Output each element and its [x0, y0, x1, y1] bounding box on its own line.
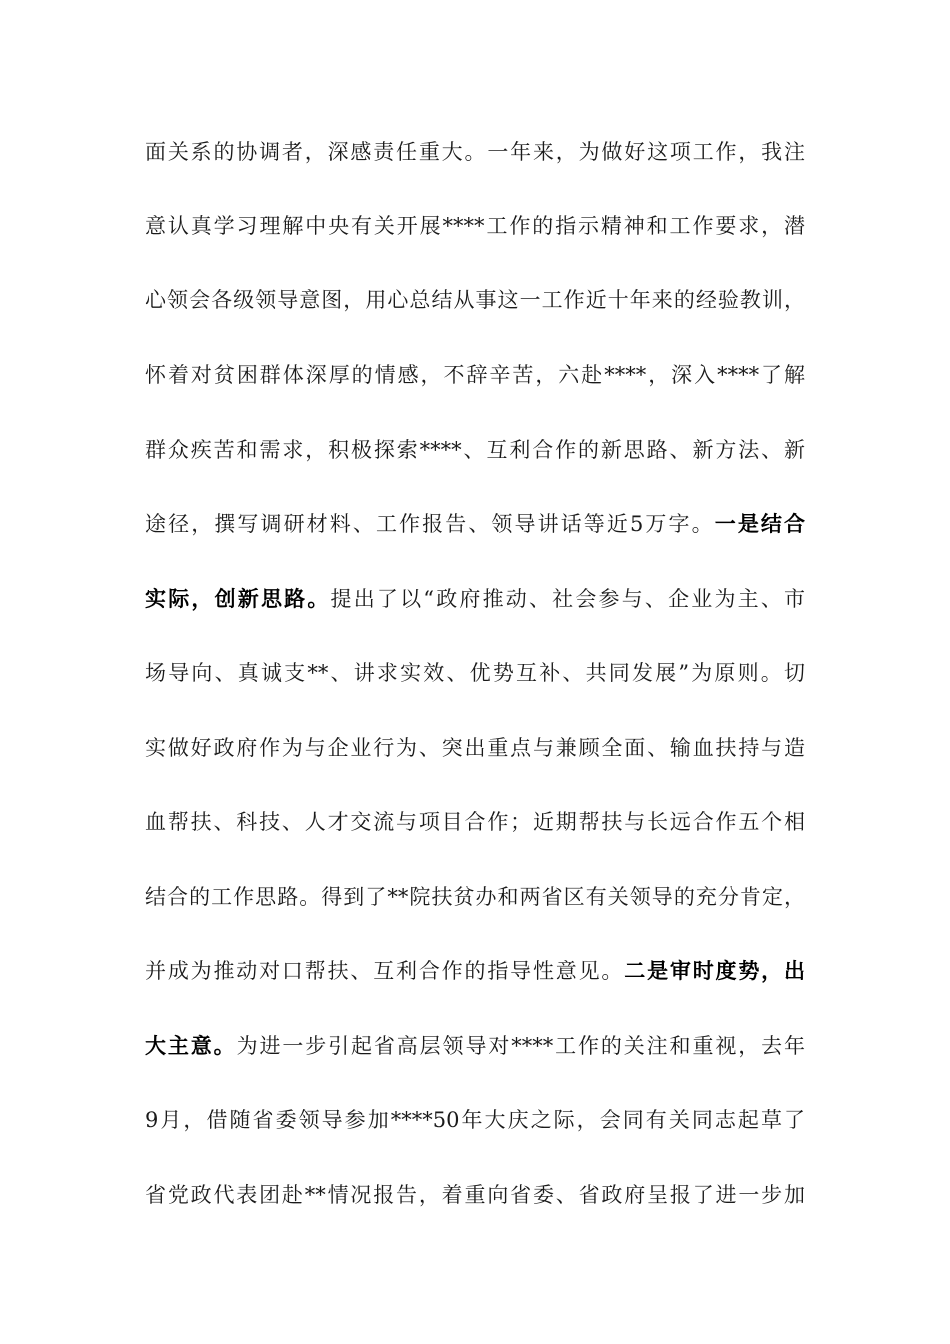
text-segment: 实做好政府作为与企业行为、突出重点与兼顾全面、输血扶持与造: [145, 736, 805, 760]
text-segment: 为进一步引起省高层领导对****工作的关注和重视，去年: [236, 1034, 806, 1058]
text-line: [145, 280, 805, 320]
text-line: [145, 802, 805, 842]
text-segment: 提出了以“政府推动、社会参与、企业为主、市: [330, 587, 806, 611]
text-segment: 省党政代表团赴**情况报告，着重向省委、省政府呈报了进一步加: [145, 1183, 805, 1207]
text-segment: 怀着对贫困群体深厚的情感，不辞辛苦，六赴****，深入****了解: [145, 363, 805, 387]
text-segment: 群众疾苦和需求，积极探索****、互利合作的新思路、新方法、新: [145, 438, 805, 462]
text-line: [145, 728, 805, 768]
text-line: [145, 206, 805, 246]
text-line: [145, 355, 805, 395]
text-line: [145, 1026, 805, 1066]
bold-heading-segment: 一是结合: [714, 511, 806, 536]
text-segment: 并成为推动对口帮扶、互利合作的指导性意见。: [145, 959, 625, 983]
text-segment: 意认真学习理解中央有关开展****工作的指示精神和工作要求，潜: [145, 214, 805, 238]
text-segment: 血帮扶、科技、人才交流与项目合作；近期帮扶与长远合作五个相: [145, 810, 805, 834]
text-line: [145, 877, 805, 917]
text-segment: 场导向、真诚支**、讲求实效、优势互补、共同发展”为原则。切: [145, 661, 805, 685]
bold-heading-segment: 二是审时度势，出: [624, 958, 805, 983]
text-line: [145, 951, 805, 991]
text-line: [145, 579, 805, 619]
text-line: [145, 132, 805, 172]
text-segment: 面关系的协调者，深感责任重大。一年来，为做好这项工作，我注: [145, 140, 805, 164]
text-line: [145, 653, 805, 693]
bold-heading-segment: 实际，创新思路。: [145, 586, 331, 611]
text-line: [145, 1175, 805, 1215]
text-segment: 9月，借随省委领导参加****50年大庆之际，会同有关同志起草了: [145, 1108, 805, 1132]
text-line: [145, 504, 805, 544]
text-segment: 结合的工作思路。得到了**院扶贫办和两省区有关领导的充分肯定，: [145, 885, 805, 909]
text-segment: 途径，撰写调研材料、工作报告、领导讲话等近5万字。: [145, 512, 715, 536]
bold-heading-segment: 大主意。: [145, 1033, 237, 1058]
text-segment: 心领会各级领导意图，用心总结从事这一工作近十年来的经验教训，: [145, 288, 805, 312]
text-line: [145, 1100, 805, 1140]
text-line: [145, 430, 805, 470]
